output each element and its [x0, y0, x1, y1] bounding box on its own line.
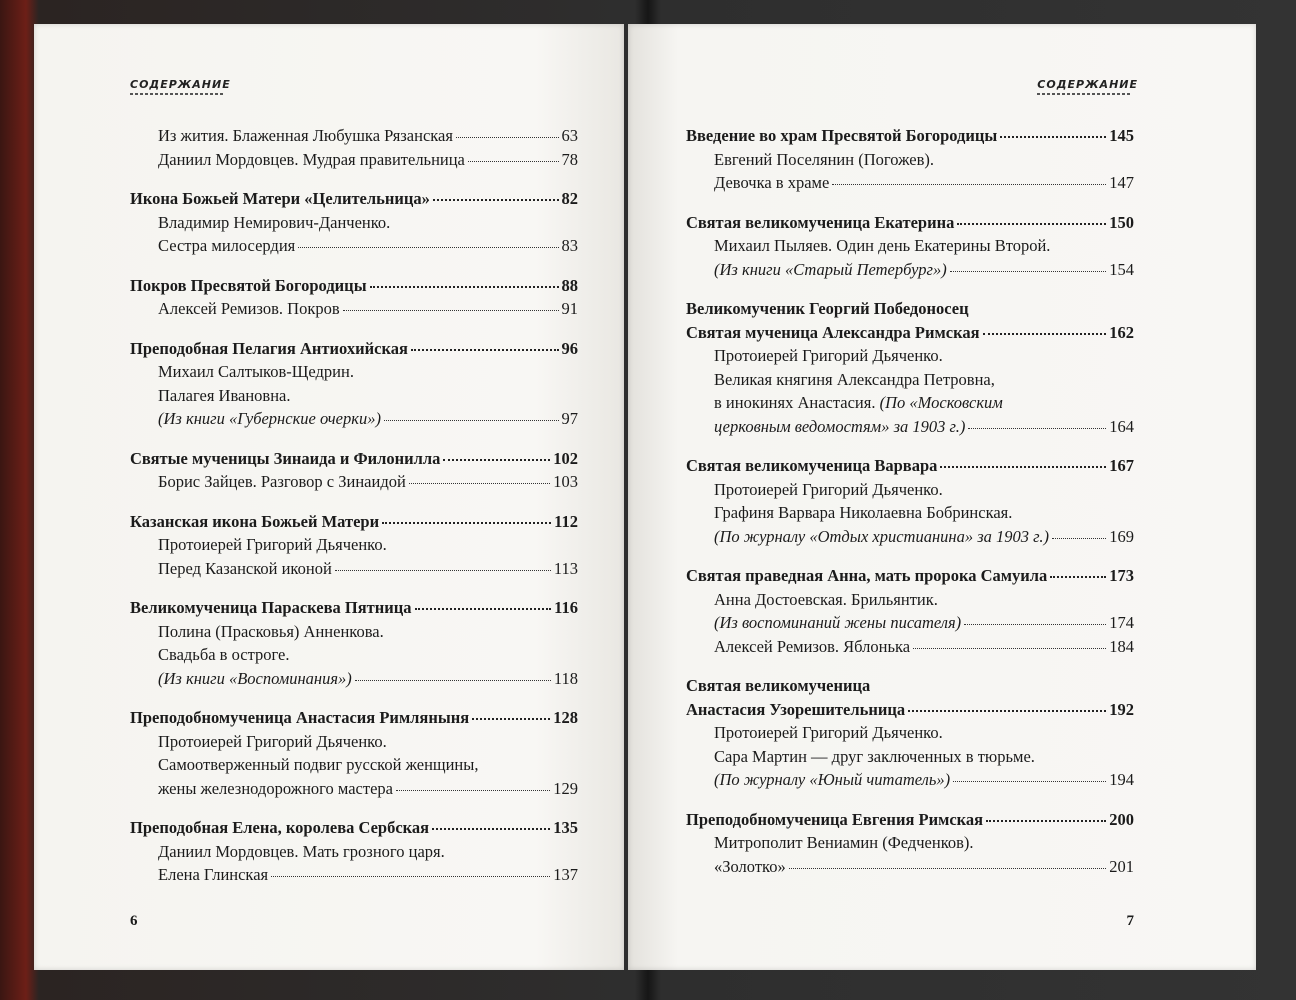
- toc-subentry: [686, 611, 1134, 635]
- toc-subentry: [130, 557, 578, 581]
- toc-author-line: Протоиерей Григорий Дьяченко.: [158, 535, 387, 554]
- header-rule: [1037, 93, 1131, 95]
- heading-title: Святая праведная Анна, мать пророка Самуила: [686, 566, 1048, 585]
- toc-heading: [686, 454, 1134, 478]
- heading-title: Великомученица Параскева Пятница: [130, 598, 412, 617]
- subentry-title: (Из книги «Старый Петербург»): [714, 259, 947, 279]
- page-number: 174: [1109, 613, 1134, 632]
- subentry-title: Девочка в храме: [714, 173, 830, 192]
- dot-leader: [940, 465, 1106, 468]
- left-page: [34, 24, 624, 970]
- toc-subentry: [130, 667, 578, 691]
- running-header-right: [1037, 78, 1138, 95]
- toc-author-line: Протоиерей Григорий Дьяченко.: [714, 723, 943, 742]
- dot-leader: [832, 183, 1106, 185]
- page-number: 192: [1109, 699, 1134, 719]
- page-number: 97: [561, 409, 578, 428]
- dot-leader: [986, 819, 1106, 822]
- subentry-title: церковным ведомостям» за 1903 г.): [714, 416, 966, 436]
- toc-author-line: Владимир Немирович-Данченко.: [158, 212, 391, 232]
- dot-leader: [913, 647, 1106, 649]
- toc-subentry: [686, 768, 1134, 792]
- toc-heading: [686, 211, 1134, 235]
- toc-entry: [130, 510, 578, 581]
- toc-entry: [130, 706, 578, 800]
- toc-subentry: [130, 148, 578, 172]
- toc-work-line: Палагея Ивановна.: [158, 385, 291, 405]
- toc-subentry: [130, 234, 578, 258]
- toc-heading: [686, 564, 1134, 588]
- subentry-title: (Из воспоминаний жены писателя): [714, 613, 962, 632]
- subentry-title: Алексей Ремизов. Яблонька: [714, 636, 911, 656]
- dot-leader: [355, 679, 551, 681]
- page-number: 184: [1109, 636, 1134, 656]
- page-number: 150: [1109, 212, 1134, 232]
- header-rule: [130, 93, 224, 95]
- page-number: 167: [1109, 456, 1134, 475]
- folio-left: 6: [130, 913, 138, 929]
- dot-leader: [968, 427, 1106, 429]
- page-number: 96: [561, 338, 578, 358]
- toc-subentry: [130, 777, 578, 801]
- toc-author-line: Протоиерей Григорий Дьяченко.: [158, 731, 387, 751]
- dot-leader: [472, 717, 550, 720]
- page-number: 162: [1109, 322, 1134, 342]
- page-number: 154: [1109, 259, 1134, 279]
- toc-heading: [130, 274, 578, 298]
- page-number: 82: [561, 189, 578, 208]
- toc-entry: [130, 124, 578, 171]
- subentry-title: жены железнодорожного мастера: [158, 778, 393, 798]
- dot-leader: [1050, 575, 1106, 578]
- page-number: 129: [553, 778, 578, 798]
- heading-title: Святая мученица Александра Римская: [686, 322, 980, 342]
- page-number: 83: [561, 236, 578, 255]
- toc-entry: [686, 564, 1134, 658]
- toc-subentry: [130, 297, 578, 321]
- page-number: 103: [553, 472, 578, 491]
- toc-heading: [686, 698, 1134, 722]
- dot-leader: [335, 569, 551, 571]
- page-number: 118: [553, 668, 578, 688]
- toc-author-line: Полина (Прасковья) Анненкова.: [158, 621, 384, 641]
- heading-title: Икона Божьей Матери «Целительница»: [130, 189, 430, 208]
- toc-work-line: [686, 391, 1134, 415]
- dot-leader: [957, 222, 1106, 225]
- heading-title: Преподобная Елена, королева Сербская: [130, 818, 430, 837]
- header-title: СОДЕРЖАНИЕ: [1037, 78, 1138, 91]
- subentry-title: Перед Казанской иконой: [158, 558, 332, 578]
- dot-leader: [384, 419, 559, 421]
- toc-heading: [686, 321, 1134, 345]
- toc-entry: [686, 808, 1134, 879]
- subentry-title: (Из книги «Воспоминания»): [158, 668, 352, 688]
- page-number: 173: [1109, 566, 1134, 585]
- toc-entry: [130, 187, 578, 258]
- toc-entry: [130, 274, 578, 321]
- heading-title: Святая великомученица Варвара: [686, 456, 938, 475]
- page-number: 145: [1109, 126, 1134, 145]
- page-number: 116: [554, 598, 578, 617]
- toc-heading: [130, 596, 578, 620]
- toc-heading: [130, 337, 578, 361]
- page-number: 201: [1109, 856, 1134, 876]
- toc-work-line: Сара Мартин — друг заключенных в тюрьме.: [714, 746, 1035, 766]
- page-number: 169: [1109, 526, 1134, 546]
- dot-leader: [983, 332, 1107, 335]
- toc-entry: [686, 674, 1134, 792]
- page-number: 88: [561, 275, 578, 295]
- dot-leader: [415, 607, 552, 610]
- subentry-title: (Из книги «Губернские очерки»): [158, 409, 381, 428]
- subentry-title: Борис Зайцев. Разговор с Зинаидой: [158, 472, 406, 491]
- toc-heading: [130, 816, 578, 840]
- source-note: (По «Московским: [879, 393, 1003, 412]
- toc-entry: [686, 297, 1134, 438]
- dot-leader: [468, 160, 559, 162]
- subentry-title: Даниил Мордовцев. Мудрая правительница: [158, 149, 465, 169]
- toc-subentry: [130, 470, 578, 494]
- dot-leader: [964, 623, 1106, 625]
- toc-entry: [130, 596, 578, 690]
- page-number: 147: [1109, 173, 1134, 192]
- dot-leader: [271, 875, 550, 877]
- toc-author-line: Протоиерей Григорий Дьяченко.: [714, 346, 943, 365]
- toc-heading: [130, 187, 578, 211]
- dot-leader: [1000, 135, 1106, 138]
- toc-subentry: [686, 635, 1134, 659]
- page-number: 78: [561, 149, 578, 169]
- toc-entry: [686, 454, 1134, 548]
- toc-left: [130, 124, 578, 899]
- header-title: СОДЕРЖАНИЕ: [130, 78, 231, 91]
- toc-work-line: Самоотверженный подвиг русской женщины,: [158, 755, 479, 774]
- subentry-title: Елена Глинская: [158, 865, 269, 884]
- dot-leader: [456, 136, 559, 138]
- work-title-part: в инокинях Анастасия.: [714, 393, 876, 412]
- toc-entry: [130, 447, 578, 494]
- folio-right: 7: [1126, 913, 1134, 929]
- toc-subentry: [686, 258, 1134, 282]
- dot-leader: [953, 780, 1106, 782]
- page-number: 112: [554, 511, 578, 531]
- right-page: [628, 24, 1256, 970]
- toc-author-line: Михаил Пыляев. Один день Екатерины Второй.: [714, 236, 1051, 255]
- subentry-title: Сестра милосердия: [158, 236, 296, 255]
- toc-right: [686, 124, 1134, 890]
- dot-leader: [950, 270, 1107, 272]
- dot-leader: [432, 827, 550, 830]
- heading-title: Святая великомученица Екатерина: [686, 212, 955, 232]
- toc-subentry: [686, 525, 1134, 549]
- heading-title: Преподобномученица Евгения Римская: [686, 809, 984, 829]
- dot-leader: [343, 309, 559, 311]
- toc-subentry: [686, 855, 1134, 879]
- toc-author-line: Евгений Поселянин (Погожев).: [714, 149, 934, 169]
- toc-work-line: Графиня Варвара Николаевна Бобринская.: [714, 503, 1013, 522]
- toc-author-line: Анна Достоевская. Брильянтик.: [714, 589, 938, 609]
- heading-title: Покров Пресвятой Богородицы: [130, 275, 367, 295]
- page-number: 135: [553, 818, 578, 837]
- toc-author-line: Даниил Мордовцев. Мать грозного царя.: [158, 841, 445, 861]
- toc-heading: [686, 124, 1134, 148]
- toc-subentry: [130, 863, 578, 887]
- subentry-title: (По журналу «Юный читатель»): [714, 770, 951, 789]
- heading-title: Введение во храм Пресвятой Богородицы: [686, 126, 998, 145]
- toc-work-line: Великая княгиня Александра Петровна,: [714, 369, 995, 389]
- subentry-title: (По журналу «Отдых христианина» за 1903 г.): [714, 526, 1049, 546]
- page-number: 137: [553, 865, 578, 884]
- heading-title: Преподобномученица Анастасия Римляныня: [130, 708, 470, 727]
- toc-entry: [130, 337, 578, 431]
- toc-entry: [686, 124, 1134, 195]
- page-number: 102: [553, 448, 578, 468]
- dot-leader: [298, 246, 558, 248]
- page-number: 200: [1109, 809, 1134, 829]
- page-number: 194: [1109, 770, 1134, 789]
- toc-work-line: Свадьба в остроге.: [158, 645, 290, 664]
- toc-entry: [130, 816, 578, 887]
- toc-author-line: Михаил Салтыков-Щедрин.: [158, 362, 354, 381]
- toc-heading: [130, 510, 578, 534]
- dot-leader: [789, 867, 1107, 869]
- heading-title: Преподобная Пелагия Антиохийская: [130, 338, 408, 358]
- toc-heading-line: Святая великомученица: [686, 676, 871, 695]
- toc-heading-line: Великомученик Георгий Победоносец: [686, 299, 969, 318]
- toc-heading: [686, 808, 1134, 832]
- dot-leader: [433, 198, 559, 201]
- toc-author-line: Митрополит Вениамин (Федченков).: [714, 833, 974, 852]
- toc-author-line: Протоиерей Григорий Дьяченко.: [714, 479, 943, 499]
- heading-title: Святые мученицы Зинаида и Филонилла: [130, 448, 441, 468]
- subentry-title: Из жития. Блаженная Любушка Рязанская: [158, 126, 453, 145]
- toc-subentry: [130, 124, 578, 148]
- toc-subentry: [686, 415, 1134, 439]
- page-number: 164: [1109, 416, 1134, 436]
- dot-leader: [1052, 537, 1106, 539]
- dot-leader: [443, 458, 550, 461]
- dot-leader: [411, 348, 559, 351]
- toc-subentry: [130, 407, 578, 431]
- dot-leader: [409, 482, 550, 484]
- page-number: 128: [553, 708, 578, 727]
- subentry-title: «Золотко»: [714, 856, 786, 876]
- page-number: 63: [561, 126, 578, 145]
- page-number: 91: [561, 299, 578, 318]
- dot-leader: [396, 789, 550, 791]
- heading-title: Казанская икона Божьей Матери: [130, 511, 380, 531]
- toc-heading: [130, 706, 578, 730]
- toc-heading: [130, 447, 578, 471]
- running-header-left: [130, 78, 231, 95]
- heading-title: Анастасия Узорешительница: [686, 699, 906, 719]
- dot-leader: [908, 709, 1106, 712]
- page-number: 113: [553, 558, 578, 578]
- subentry-title: Алексей Ремизов. Покров: [158, 299, 340, 318]
- toc-subentry: [686, 171, 1134, 195]
- dot-leader: [382, 521, 551, 524]
- toc-entry: [686, 211, 1134, 282]
- dot-leader: [370, 285, 559, 288]
